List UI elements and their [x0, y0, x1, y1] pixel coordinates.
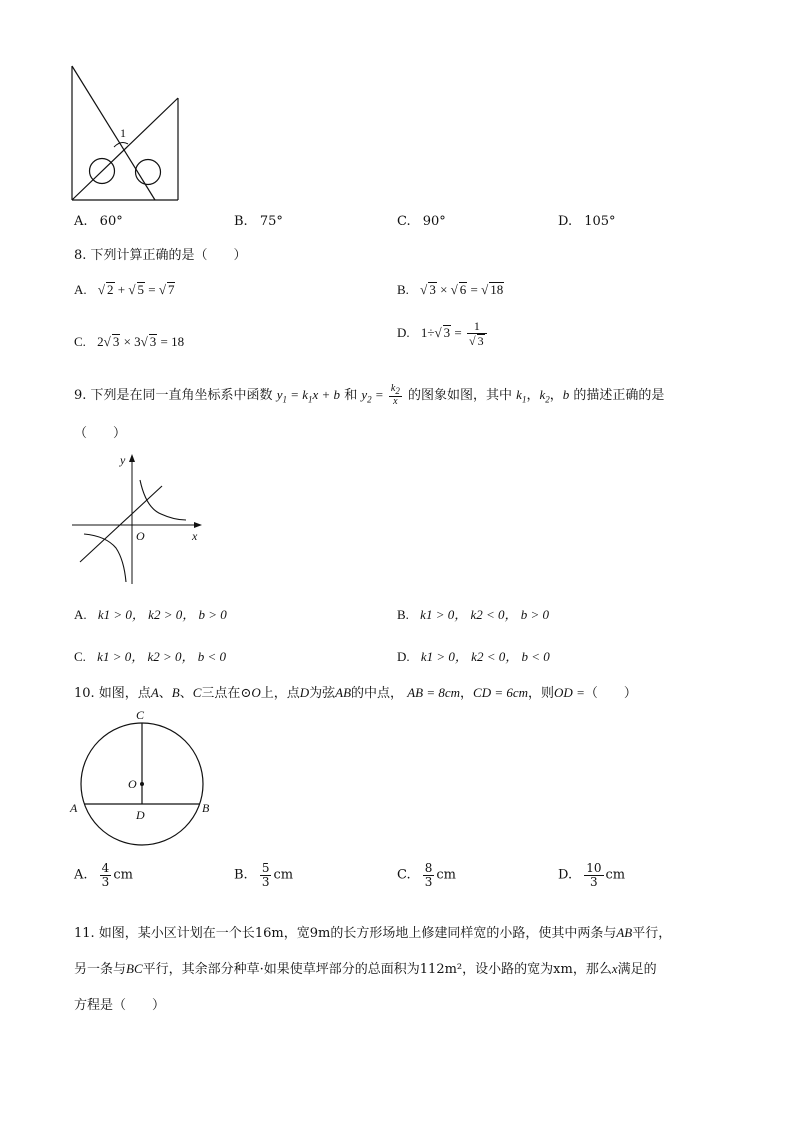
option-letter: C. — [397, 214, 411, 229]
y-axis-label: y — [120, 453, 126, 467]
option-text: 90° — [422, 214, 446, 229]
q8-stem: 8. 下列计算正确的是（ ） — [74, 248, 247, 263]
q9-option-c[interactable]: C. k1 > 0， k2 > 0， b < 0 — [74, 649, 227, 664]
point-d-label: D — [136, 808, 145, 822]
q10-option-c[interactable]: C. $\frac{8}{3}$ cm — [397, 861, 457, 889]
q10-circle-figure — [66, 704, 226, 854]
option-letter: B. — [234, 214, 248, 229]
q9-option-d[interactable]: D. k1 > 0， k2 < 0， b < 0 — [397, 649, 550, 664]
x-axis-label: x — [192, 529, 198, 543]
point-o-label: O — [128, 777, 137, 791]
option-text: 60° — [99, 214, 123, 229]
q10-stem: 10. 如图，点A、B、C三点在⊙O上，点D为弦AB的中点， AB = 8cm，CD = 6cm，则OD =（ ） — [74, 685, 637, 701]
q10-option-a[interactable]: A. $\frac{4}{3}$ cm — [74, 861, 133, 889]
q7-option-b[interactable] — [234, 214, 283, 229]
q9-option-b[interactable]: B. k1 > 0， k2 < 0， b > 0 — [397, 607, 550, 622]
q9-stem: 9. 下列是在同一直角坐标系中函数 $y_1 = k_1x + b$ 和 $y_2$ = $\frac{k_2}{x}$ 的图象如图，其中 $k_1$，$k_2$，b 的描述正确的是 — [74, 383, 665, 408]
q8-option-d[interactable]: D. 1÷√ 3 = $\frac{1}{√ 3}$ — [397, 320, 489, 348]
point-a-label: A — [70, 801, 78, 815]
q8-option-a[interactable]: A. √ 2 + √ 5 = √ 7 — [74, 282, 175, 297]
option-letter: A. — [74, 214, 88, 229]
q7-option-a[interactable] — [74, 214, 123, 229]
q8-option-b[interactable]: B. √ 3 × √ 6 = √ 18 — [397, 282, 504, 297]
q9-coordinate-graph — [66, 450, 211, 590]
q9-paren: （ ） — [74, 426, 127, 441]
q8-option-c[interactable]: C. 2√ 3 × 3√ 3 = 18 — [74, 334, 185, 349]
q11-line-1: 11. 如图，某小区计划在一个长16m，宽9m的长方形场地上修建同样宽的小路，使其中两条与AB平行， — [74, 925, 672, 941]
point-b-label: B — [202, 801, 210, 815]
point-c-label: C — [136, 708, 145, 722]
q11-line-2: 另一条与BC平行，其余部分种草·如果使草坪部分的总面积为112m²，设小路的宽为xm，那么x满足的 — [74, 961, 657, 977]
q11-line-3: 方程是（ ） — [74, 998, 166, 1013]
q7-option-d[interactable] — [558, 214, 616, 229]
q7-option-c[interactable] — [397, 214, 446, 229]
angle-label-1: 1 — [120, 126, 126, 140]
option-text: 75° — [259, 214, 283, 229]
q10-option-b[interactable]: B. $\frac{5}{3}$ cm — [234, 861, 294, 889]
q10-option-d[interactable]: D. $\frac{10}{3}$ cm — [558, 861, 626, 889]
option-letter: D. — [558, 214, 573, 229]
option-text: 105° — [584, 214, 616, 229]
q7-triangle-figure — [60, 60, 190, 205]
origin-label: O — [136, 529, 145, 543]
q9-option-a[interactable]: A. k1 > 0， k2 > 0， b > 0 — [74, 607, 227, 622]
